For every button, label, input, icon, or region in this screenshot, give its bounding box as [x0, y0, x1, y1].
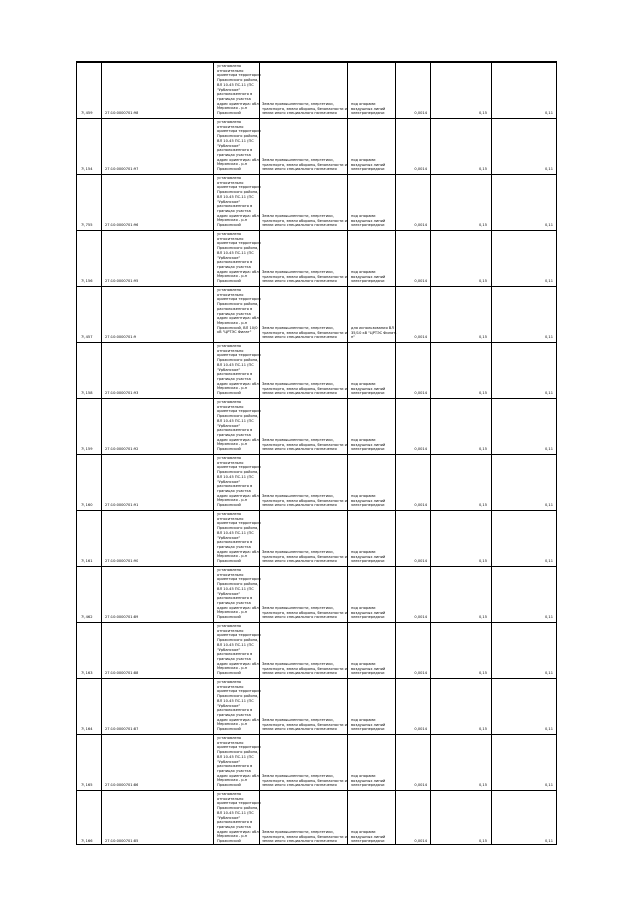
- cadastral-number-cell: 27:10:0000701:89: [105, 615, 139, 620]
- cadastral-number-cell: 27:10:0000701:90: [105, 559, 139, 564]
- area-cell: 0,0014: [414, 223, 427, 228]
- land-category-cell: Земли промышленности, энергетики, транспорта, земли обороны, безопасности и земли иного специального назначения: [262, 157, 347, 172]
- value-cell: 0,11: [544, 111, 553, 116]
- location-cell: установлено относительно ориентира территория Пряжинского района, ВЛ 10-45 ПС-11 (ПС "Урбанское" расположенного в границах участка адрес ориентира: обл Мерянская - р-н Пряжинский: [217, 680, 261, 732]
- land-category-cell: Земли промышленности, энергетики, транспорта, земли обороны, безопасности и земли иного специального назначения: [262, 717, 347, 732]
- area-cell: 0,0014: [414, 615, 427, 620]
- location-cell: установлено относительно ориентира территория Пряжинского района, ВЛ 10-45 ПС-11 (ПС "Урбанское" расположенного в границах участка адрес ориентира: обл Мерянская - р-н Пряжинский: [217, 456, 261, 508]
- area-cell: 0,0014: [414, 391, 427, 396]
- table-row: [77, 230, 556, 286]
- location-cell: установлено относительно ориентира территория Пряжинского района, ВЛ 10-45 ПС-11 (ПС "Урбанское" расположенного в границах участка адрес ориентира: обл Мерянская - р-н Пряжинский: [217, 120, 261, 172]
- land-category-cell: Земли промышленности, энергетики, транспорта, земли обороны, безопасности и земли иного специального назначения: [262, 213, 347, 228]
- permitted-use-cell: для использования ВЛ 35/10 кВ "ЦРТЭС Филат- н": [351, 325, 397, 340]
- cadastral-number-cell: 27:10:0000701:91: [105, 503, 139, 508]
- table-row: [77, 678, 556, 734]
- table-row: [77, 510, 556, 566]
- table-row: [77, 174, 556, 230]
- id-cell: 7\ 164: [81, 727, 93, 732]
- permitted-use-cell: под опорами воздушных линий электропередачи: [351, 437, 386, 452]
- location-cell: установлено относительно ориентира территория Пряжинского района, ВЛ 10-45 ПС-11 (ПС "Урбанское" расположенного в границах участка адрес ориентира: обл Мерянская - р-н Пряжинский: [217, 344, 261, 396]
- value-cell: 0,15: [478, 727, 487, 732]
- table-row: [77, 62, 556, 118]
- value-cell: 0,11: [544, 447, 553, 452]
- value-cell: 0,15: [478, 335, 487, 340]
- area-cell: 0,0014: [414, 783, 427, 788]
- land-plots-table: [76, 61, 557, 845]
- land-category-cell: Земли промышленности, энергетики, транспорта, земли обороны, безопасности и земли иного специального назначения: [262, 101, 347, 116]
- id-cell: 7\ 161: [81, 559, 93, 564]
- area-cell: 0,0014: [414, 335, 427, 340]
- id-cell: 7\ 160: [81, 503, 93, 508]
- permitted-use-cell: под опорами воздушных линий электропередачи: [351, 269, 386, 284]
- value-cell: 0,15: [478, 167, 487, 172]
- land-category-cell: Земли промышленности, энергетики, транспорта, земли обороны, безопасности и земли иного специального назначения: [262, 493, 347, 508]
- id-cell: 7\ 156: [81, 279, 93, 284]
- value-cell: 0,11: [544, 391, 553, 396]
- value-cell: 0,15: [478, 503, 487, 508]
- table-row: [77, 342, 556, 398]
- permitted-use-cell: под опорами воздушных линий электропередачи: [351, 605, 386, 620]
- location-cell: установлено относительно ориентира территория Пряжинского района, ВЛ 10-45 ПС-11 (ПС "Урбанское" расположенного в границах участка адрес ориентира: обл Мерянская - р-н Пряжинский: [217, 736, 261, 788]
- value-cell: 0,15: [478, 391, 487, 396]
- cadastral-number-cell: 27:10:0000701:85: [105, 839, 139, 844]
- table-row: [77, 790, 556, 846]
- land-category-cell: Земли промышленности, энергетики, транспорта, земли обороны, безопасности и земли иного специального назначения: [262, 829, 347, 844]
- value-cell: 0,11: [544, 615, 553, 620]
- table-row: [77, 398, 556, 454]
- value-cell: 0,11: [544, 559, 553, 564]
- area-cell: 0,0014: [414, 559, 427, 564]
- permitted-use-cell: под опорами воздушных линий электропередачи: [351, 157, 386, 172]
- id-cell: 7\ 755: [81, 223, 93, 228]
- cadastral-number-cell: 27:10:0000701:9: [105, 335, 137, 340]
- location-cell: установлено относительно ориентира территория Пряжинского района, ВЛ 10-45 ПС-11 (ПС "Урбанское" расположенного в границах участка адрес ориентира: обл Мерянская - р-н Пряжинский: [217, 400, 261, 452]
- permitted-use-cell: под опорами воздушных линий электропередачи: [351, 493, 386, 508]
- land-category-cell: Земли промышленности, энергетики, транспорта, земли обороны, безопасности и земли иного специального назначения: [262, 381, 347, 396]
- location-cell: установлено относительно ориентира территория Пряжинского района, ВЛ 10-45 ПС-11 (ПС "Урбанское" расположенного в границах участка адрес ориентира: обл Мерянская - р-н Пряжинский: [217, 176, 261, 228]
- id-cell: 7\ 163: [81, 671, 93, 676]
- cadastral-number-cell: 27:10:0000701:92: [105, 447, 139, 452]
- cadastral-number-cell: 27:10:0000701:93: [105, 391, 139, 396]
- area-cell: 0,0014: [414, 503, 427, 508]
- area-cell: 0,0014: [414, 447, 427, 452]
- location-cell: установлено относительно ориентира территория Пряжинского района, ВЛ 10-45 ПС-11 (ПС "Урбанское" расположенного в границах участка адрес ориентира: обл Мерянская - р-н Пряжинский: [217, 232, 261, 284]
- area-cell: 0,0014: [414, 111, 427, 116]
- location-cell: установлено относительно ориентира территория Пряжинского района, расположенного в границах участка адрес ориентира: обл Мерянская - р-н Пряжинский, ВЛ 10/0 кВ "ЦРТЭС Филат": [217, 288, 261, 335]
- value-cell: 0,11: [544, 223, 553, 228]
- cadastral-number-cell: 27:10:0000701:98: [105, 111, 139, 116]
- value-cell: 0,15: [478, 279, 487, 284]
- value-cell: 0,11: [544, 503, 553, 508]
- location-cell: установлено относительно ориентира территория Пряжинского района, ВЛ 10-45 ПС-11 (ПС "Урбанское" расположенного в границах участка адрес ориентира: обл Мерянская - р-н Пряжинский: [217, 568, 261, 620]
- location-cell: установлено относительно ориентира территория Пряжинского района, ВЛ 10-45 ПС-11 (ПС "Урбанское" расположенного в границах участка адрес ориентира: обл Мерянская - р-н Пряжинский: [217, 512, 261, 564]
- id-cell: 7\ 459: [81, 111, 93, 116]
- permitted-use-cell: под опорами воздушных линий электропередачи: [351, 773, 386, 788]
- value-cell: 0,15: [478, 111, 487, 116]
- value-cell: 0,11: [544, 279, 553, 284]
- value-cell: 0,15: [478, 839, 487, 844]
- cadastral-number-cell: 27:10:0000701:88: [105, 671, 139, 676]
- value-cell: 0,11: [544, 727, 553, 732]
- value-cell: 0,11: [544, 335, 553, 340]
- cadastral-number-cell: 27:10:0000701:97: [105, 167, 139, 172]
- id-cell: 7\ 462: [81, 615, 93, 620]
- table-row: [77, 566, 556, 622]
- value-cell: 0,11: [544, 783, 553, 788]
- value-cell: 0,11: [544, 671, 553, 676]
- land-category-cell: Земли промышленности, энергетики, транспорта, земли обороны, безопасности и земли иного специального назначения: [262, 661, 347, 676]
- id-cell: 7\ 154: [81, 167, 93, 172]
- id-cell: 7\ 159: [81, 447, 93, 452]
- id-cell: 7\ 166: [81, 839, 93, 844]
- id-cell: 7\ 158: [81, 391, 93, 396]
- value-cell: 0,11: [544, 167, 553, 172]
- table-row: [77, 734, 556, 790]
- cadastral-number-cell: 27:10:0000701:87: [105, 727, 139, 732]
- area-cell: 0,0014: [414, 839, 427, 844]
- table-row: [77, 286, 556, 342]
- value-cell: 0,11: [544, 839, 553, 844]
- location-cell: установлено относительно ориентира территория Пряжинского района, ВЛ 10-45 ПС-11 (ПС "Урбанское" расположенного в границах участка адрес ориентира: обл Мерянская - р-н Пряжинский: [217, 64, 261, 116]
- table-row: [77, 454, 556, 510]
- table-row: [77, 118, 556, 174]
- cadastral-number-cell: 27:10:0000701:96: [105, 223, 139, 228]
- permitted-use-cell: под опорами воздушных линий электропередачи: [351, 549, 386, 564]
- permitted-use-cell: под опорами воздушных линий электропередачи: [351, 661, 386, 676]
- land-category-cell: Земли промышленности, энергетики, транспорта, земли обороны, безопасности и земли иного специального назначения: [262, 325, 347, 340]
- permitted-use-cell: под опорами воздушных линий электропередачи: [351, 381, 386, 396]
- area-cell: 0,0014: [414, 727, 427, 732]
- value-cell: 0,15: [478, 783, 487, 788]
- land-category-cell: Земли промышленности, энергетики, транспорта, земли обороны, безопасности и земли иного специального назначения: [262, 773, 347, 788]
- land-category-cell: Земли промышленности, энергетики, транспорта, земли обороны, безопасности и земли иного специального назначения: [262, 605, 347, 620]
- land-category-cell: Земли промышленности, энергетики, транспорта, земли обороны, безопасности и земли иного специального назначения: [262, 437, 347, 452]
- cadastral-number-cell: 27:10:0000701:95: [105, 279, 139, 284]
- cadastral-number-cell: 27:10:0000701:86: [105, 783, 139, 788]
- value-cell: 0,15: [478, 447, 487, 452]
- permitted-use-cell: под опорами воздушных линий электропередачи: [351, 213, 386, 228]
- location-cell: установлено относительно ориентира территория Пряжинского района, ВЛ 10-45 ПС-11 (ПС "Урбанское" расположенного в границах участка адрес ориентира: обл Мерянская - р-н Пряжинский: [217, 624, 261, 676]
- value-cell: 0,15: [478, 223, 487, 228]
- value-cell: 0,15: [478, 671, 487, 676]
- area-cell: 0,0014: [414, 167, 427, 172]
- permitted-use-cell: под опорами воздушных линий электропередачи: [351, 101, 386, 116]
- value-cell: 0,15: [478, 559, 487, 564]
- area-cell: 0,0014: [414, 279, 427, 284]
- land-category-cell: Земли промышленности, энергетики, транспорта, земли обороны, безопасности и земли иного специального назначения: [262, 269, 347, 284]
- value-cell: 0,15: [478, 615, 487, 620]
- permitted-use-cell: под опорами воздушных линий электропередачи: [351, 717, 386, 732]
- id-cell: 7\ 165: [81, 783, 93, 788]
- id-cell: 7\ 457: [81, 335, 93, 340]
- land-category-cell: Земли промышленности, энергетики, транспорта, земли обороны, безопасности и земли иного специального назначения: [262, 549, 347, 564]
- location-cell: установлено относительно ориентира территория Пряжинского района, ВЛ 10-45 ПС-11 (ПС "Урбанское" расположенного в границах участка адрес ориентира: обл Мерянская - р-н Пряжинский: [217, 792, 261, 844]
- area-cell: 0,0014: [414, 671, 427, 676]
- permitted-use-cell: под опорами воздушных линий электропередачи: [351, 829, 386, 844]
- table-row: [77, 622, 556, 678]
